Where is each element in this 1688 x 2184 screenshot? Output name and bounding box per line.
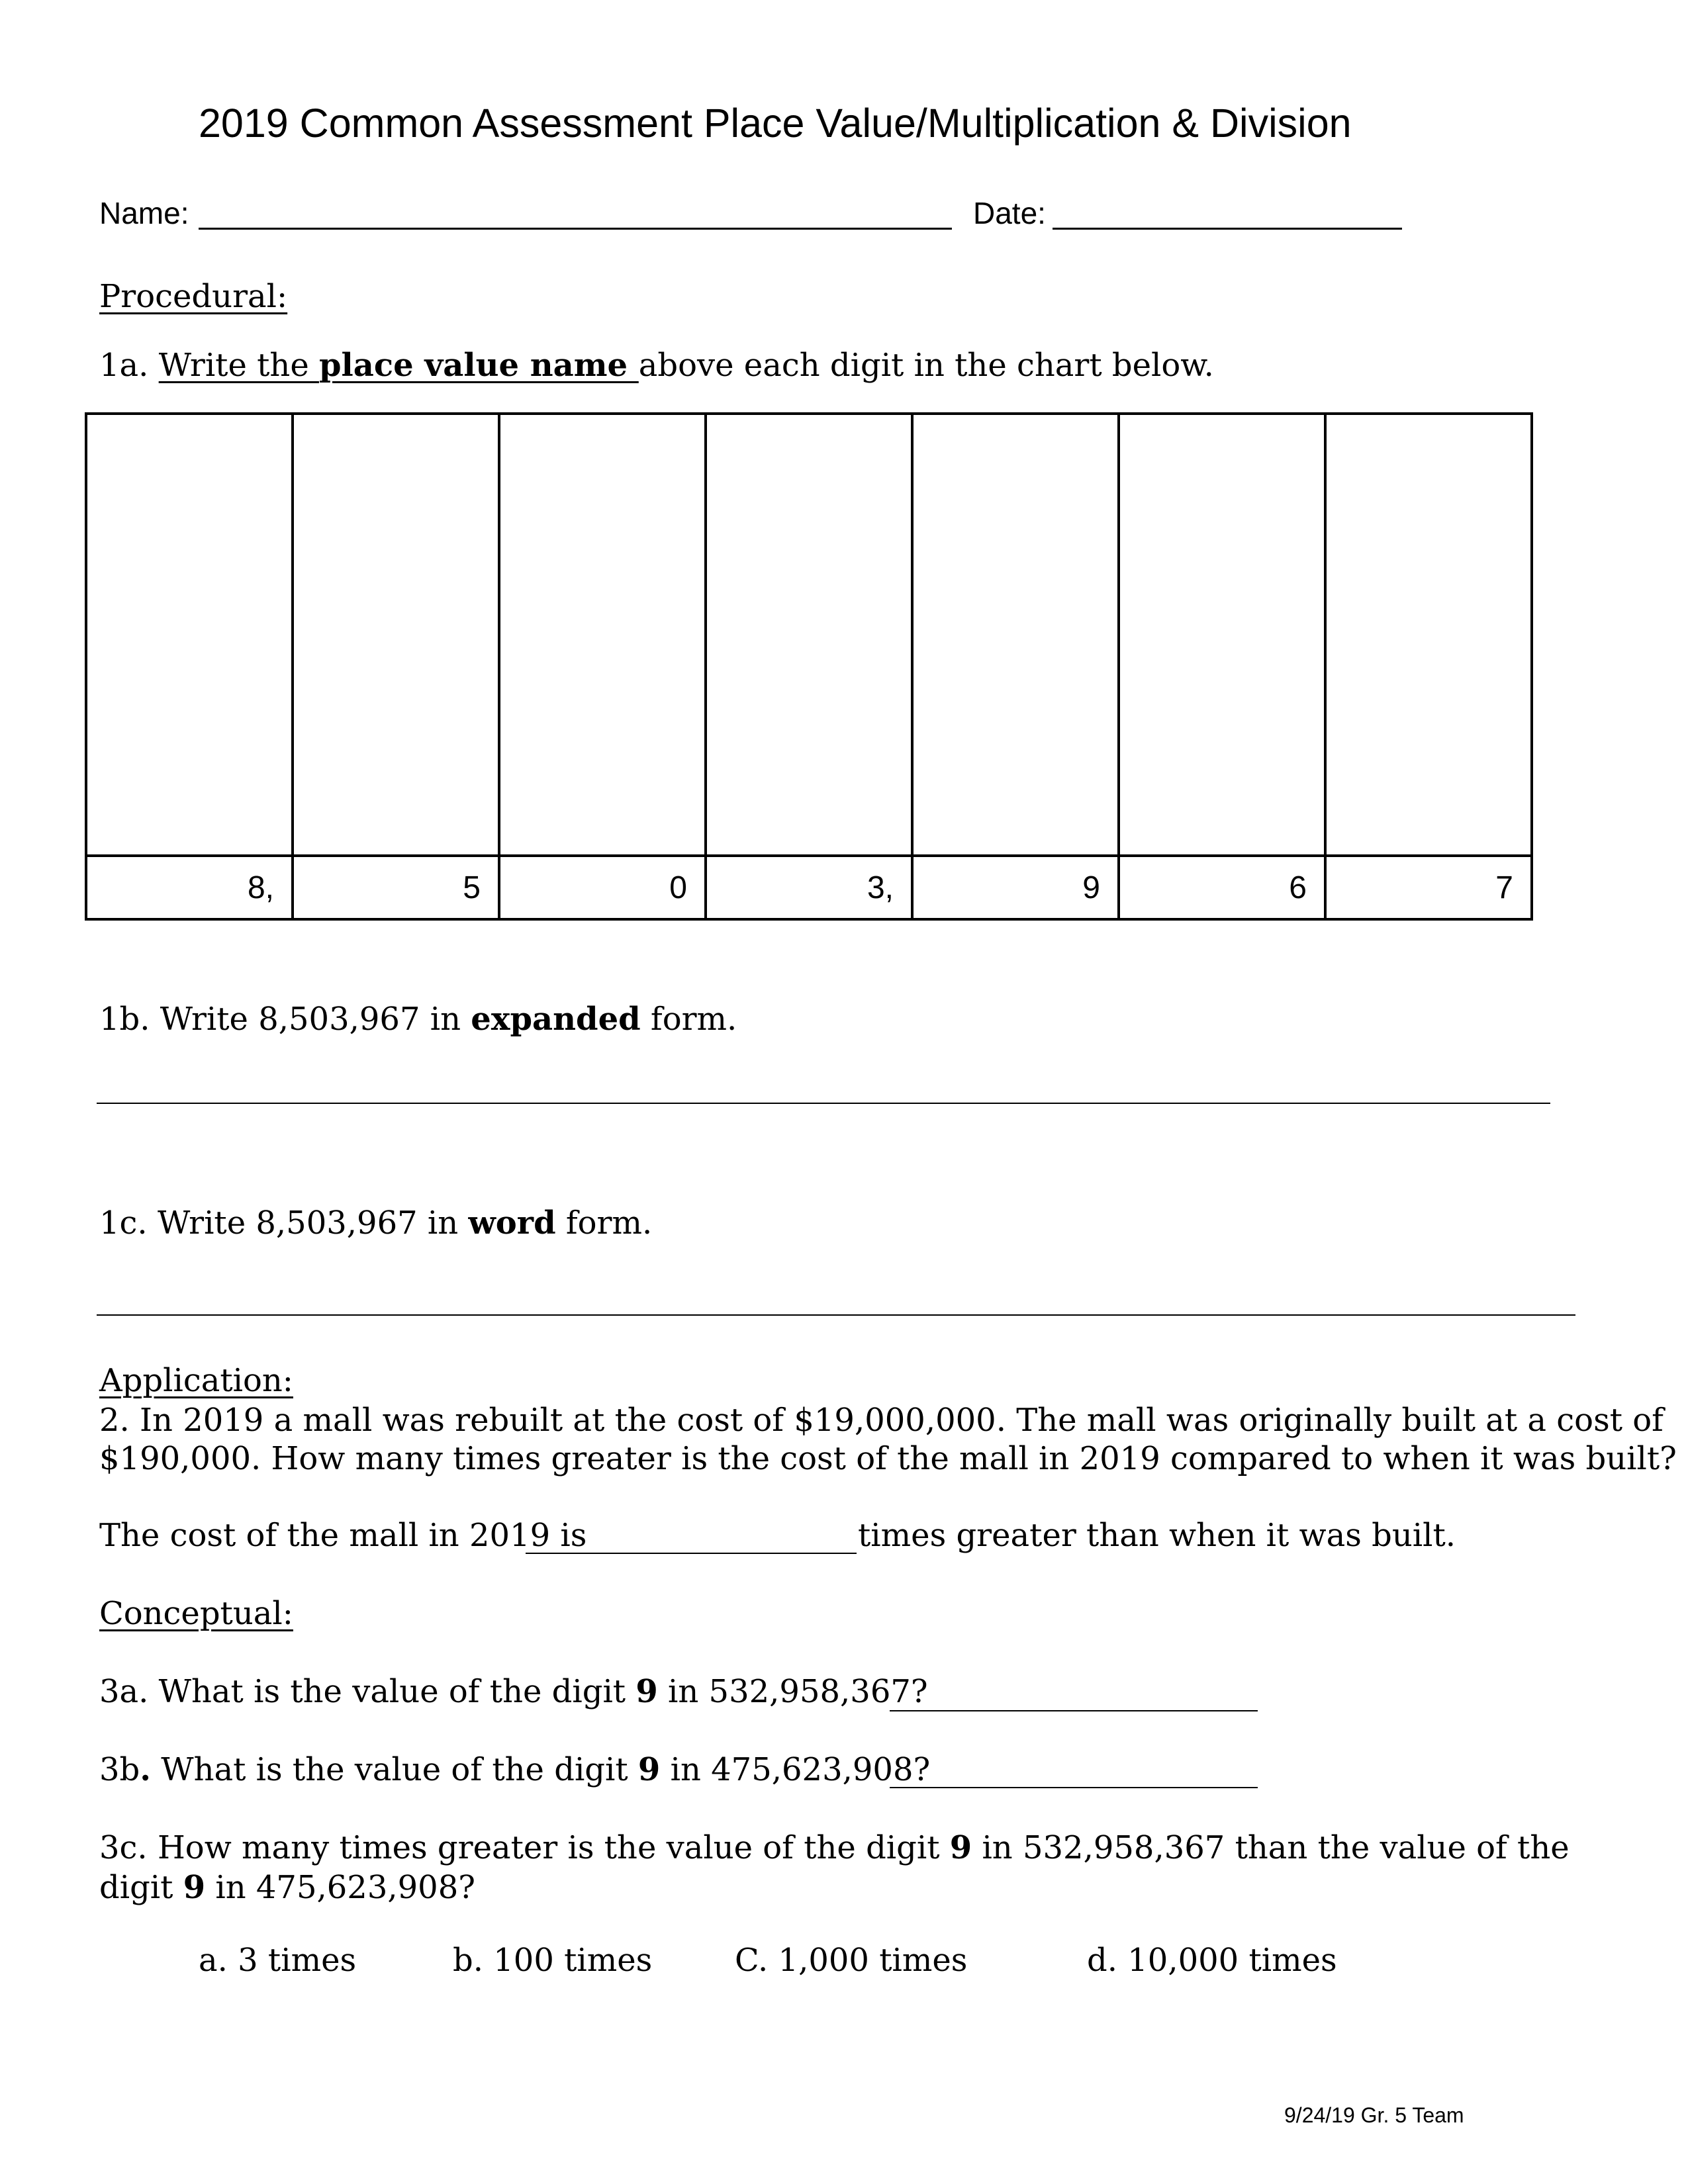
question-3a-bold: 9 bbox=[635, 1673, 658, 1710]
question-3a-answer-line[interactable] bbox=[890, 1710, 1258, 1711]
name-field[interactable] bbox=[199, 228, 952, 230]
question-3c-line-1-pre: 3c. How many times greater is the value of the digit bbox=[99, 1829, 950, 1866]
question-3b-text-post: in 475,623,908? bbox=[660, 1751, 931, 1788]
date-field[interactable] bbox=[1053, 228, 1402, 230]
footer-text: 9/24/19 Gr. 5 Team bbox=[1284, 2103, 1464, 2127]
question-1a-text-pre: Write the bbox=[158, 347, 319, 384]
question-3c-line-2-post: in 475,623,908? bbox=[205, 1869, 475, 1906]
question-3c-line-1 bbox=[99, 1827, 1570, 1869]
digit-cell: 0 bbox=[499, 856, 706, 919]
place-value-name-cell[interactable] bbox=[1119, 414, 1325, 856]
question-3c-line-2 bbox=[99, 1866, 475, 1909]
place-value-name-cell[interactable] bbox=[499, 414, 706, 856]
digit-cell: 3, bbox=[706, 856, 912, 919]
place-value-name-cell[interactable] bbox=[86, 414, 293, 856]
digit-cell: 7 bbox=[1325, 856, 1532, 919]
question-2-answer-post: times greater than when it was built. bbox=[858, 1517, 1456, 1554]
place-value-name-cell[interactable] bbox=[293, 414, 499, 856]
question-1c-text-post: form. bbox=[555, 1205, 653, 1242]
question-1c-bold: word bbox=[468, 1205, 556, 1242]
question-2-answer-pre: The cost of the mall in 2019 is bbox=[99, 1517, 587, 1554]
place-value-name-row bbox=[86, 414, 1532, 856]
question-1c-text-pre: 1c. Write 8,503,967 in bbox=[99, 1205, 469, 1242]
question-1a-bold: place value name bbox=[318, 347, 639, 384]
choice-c[interactable]: C. 1,000 times bbox=[735, 1942, 968, 1979]
question-1b bbox=[99, 998, 737, 1040]
question-3c-line-2-pre: digit bbox=[99, 1869, 183, 1906]
digit-cell: 6 bbox=[1119, 856, 1325, 919]
question-1c-answer-line[interactable] bbox=[97, 1314, 1575, 1316]
question-3b-bold: 9 bbox=[637, 1751, 661, 1788]
date-label: Date: bbox=[973, 196, 1046, 230]
page-title: 2019 Common Assessment Place Value/Multiplication & Division bbox=[199, 101, 1352, 146]
choice-d[interactable]: d. 10,000 times bbox=[1087, 1942, 1337, 1979]
place-value-name-cell[interactable] bbox=[706, 414, 912, 856]
name-label: Name: bbox=[99, 196, 189, 230]
question-3c-line-1-bold: 9 bbox=[949, 1829, 972, 1866]
question-2-line-1: 2. In 2019 a mall was rebuilt at the cost of $19,000,000. The mall was originally built at a cost of bbox=[99, 1402, 1664, 1439]
question-1b-answer-line[interactable] bbox=[97, 1103, 1550, 1104]
choice-a[interactable]: a. 3 times bbox=[199, 1942, 357, 1979]
question-3a-text-post: in 532,958,367? bbox=[657, 1673, 928, 1710]
digit-cell: 8, bbox=[86, 856, 293, 919]
question-3b-text-pre: What is the value of the digit bbox=[150, 1751, 638, 1788]
question-1b-text-pre: 1b. Write 8,503,967 in bbox=[99, 1001, 471, 1038]
digit-row bbox=[86, 856, 1532, 919]
question-3b-number: 3b bbox=[99, 1751, 140, 1788]
question-3c-line-1-post: in 532,958,367 than the value of the bbox=[972, 1829, 1570, 1866]
place-value-chart bbox=[85, 412, 1533, 921]
digit-cell: 5 bbox=[293, 856, 499, 919]
question-2-line-2: $190,000. How many times greater is the cost of the mall in 2019 compared to when it was built? bbox=[99, 1440, 1677, 1477]
question-3a-text-pre: 3a. What is the value of the digit bbox=[99, 1673, 636, 1710]
conceptual-heading: Conceptual: bbox=[99, 1595, 293, 1632]
procedural-heading: Procedural: bbox=[99, 278, 288, 315]
place-value-name-cell[interactable] bbox=[912, 414, 1119, 856]
question-1c bbox=[99, 1202, 652, 1244]
question-1a bbox=[99, 344, 1214, 387]
question-3a bbox=[99, 1670, 928, 1713]
question-3b bbox=[99, 1749, 930, 1791]
digit-cell: 9 bbox=[912, 856, 1119, 919]
question-1b-bold: expanded bbox=[471, 1001, 641, 1038]
question-3b-bold-period: . bbox=[140, 1751, 151, 1788]
place-value-name-cell[interactable] bbox=[1325, 414, 1532, 856]
question-3b-answer-line[interactable] bbox=[890, 1787, 1258, 1788]
question-3c-line-2-bold: 9 bbox=[183, 1869, 206, 1906]
choice-b[interactable]: b. 100 times bbox=[453, 1942, 653, 1979]
question-1a-text-post: above each digit in the chart below. bbox=[638, 347, 1214, 384]
question-1b-text-post: form. bbox=[640, 1001, 737, 1038]
question-1a-number: 1a. bbox=[99, 347, 149, 384]
application-heading: Application: bbox=[99, 1362, 293, 1399]
question-2-answer-line[interactable] bbox=[526, 1553, 857, 1554]
